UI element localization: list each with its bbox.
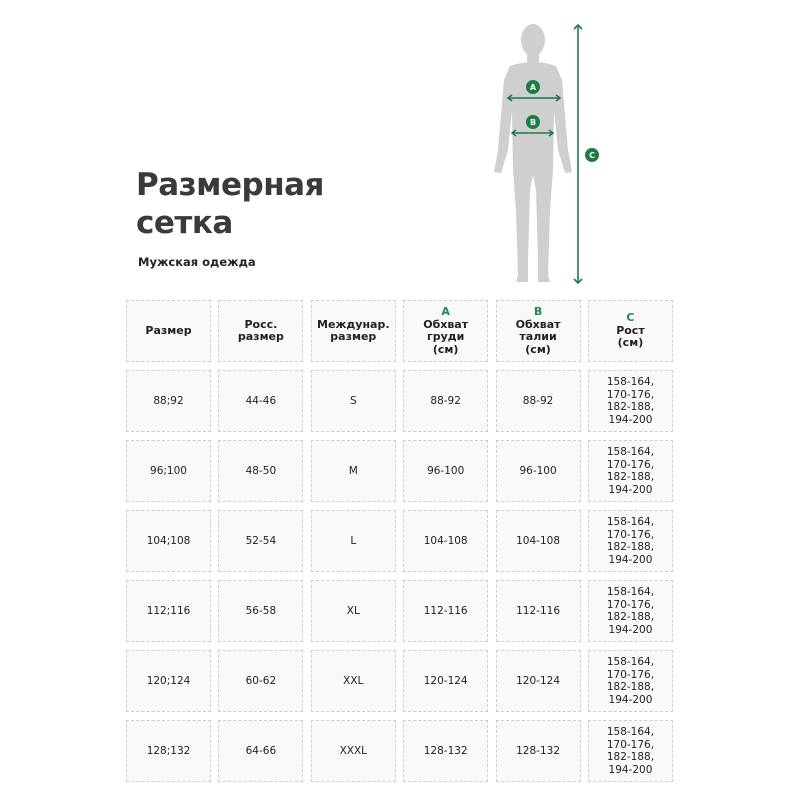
- cell-line: 194-200: [608, 553, 653, 566]
- cell-line: 120;124: [146, 674, 191, 687]
- table-cell: [496, 720, 581, 782]
- cell-line: 128-132: [516, 744, 560, 757]
- cell-line: 158-164,: [606, 726, 655, 738]
- svg-text:C: C: [589, 151, 595, 160]
- header-line: талии: [519, 330, 557, 343]
- cell-line: 104;108: [146, 534, 191, 547]
- table-cell: [218, 720, 303, 782]
- cell-line: 96;100: [150, 464, 187, 477]
- header-line: Обхват: [515, 317, 561, 331]
- table-cell: [403, 720, 488, 782]
- column-letter: B: [533, 305, 543, 318]
- cell-line: S: [349, 394, 357, 407]
- cell-line: 112-116: [423, 604, 468, 617]
- table-cell: [496, 370, 581, 432]
- cell-line: 120-124: [423, 674, 468, 687]
- cell-line: 158-164,: [606, 656, 655, 668]
- size-table: [126, 300, 673, 782]
- cell-line: 44-46: [245, 394, 277, 407]
- table-cell: [218, 510, 303, 572]
- column-letter: C: [626, 311, 635, 325]
- table-header-cell: [403, 300, 488, 362]
- cell-line: 170-176,: [606, 528, 655, 541]
- header-line: Междунар.: [317, 317, 390, 331]
- svg-text:B: B: [529, 118, 537, 127]
- cell-line: 170-176,: [606, 668, 655, 681]
- header-line: размер: [330, 330, 377, 343]
- cell-line: 182-188,: [606, 611, 655, 623]
- cell-line: 104-108: [516, 534, 560, 547]
- cell-line: 170-176,: [606, 598, 655, 611]
- table-cell: [126, 510, 211, 572]
- header-line: Рост: [616, 323, 645, 337]
- table-header-cell: [311, 300, 396, 362]
- cell-line: XXL: [343, 674, 364, 687]
- table-header-cell: [218, 300, 303, 362]
- table-cell: [311, 370, 396, 432]
- cell-line: 112-116: [516, 604, 560, 617]
- table-cell: [218, 580, 303, 642]
- header-line: груди: [426, 330, 465, 343]
- table-header-cell: [588, 300, 673, 362]
- cell-line: 64-66: [245, 744, 277, 757]
- table-cell: [126, 370, 211, 432]
- table-cell: [496, 440, 581, 502]
- cell-line: 170-176,: [606, 738, 655, 751]
- title-line-1: Размерная: [136, 167, 324, 203]
- table-cell: [311, 510, 396, 572]
- cell-line: L: [350, 534, 357, 547]
- cell-line: 182-188,: [606, 401, 655, 413]
- table-cell: [403, 580, 488, 642]
- cell-line: 88-92: [430, 394, 461, 407]
- table-cell: [403, 650, 488, 712]
- cell-line: 96-100: [427, 464, 465, 477]
- table-cell: [311, 720, 396, 782]
- cell-line: 194-200: [608, 693, 653, 706]
- cell-line: XL: [346, 604, 360, 617]
- header-line: Размер: [145, 323, 192, 337]
- cell-line: 128;132: [146, 744, 191, 757]
- table-cell: [403, 440, 488, 502]
- header-line: Росс.: [244, 317, 278, 331]
- cell-line: 182-188,: [606, 471, 655, 483]
- cell-line: 120-124: [516, 674, 560, 687]
- cell-line: 112;116: [146, 604, 191, 617]
- table-cell: [218, 370, 303, 432]
- cell-line: 194-200: [608, 623, 653, 636]
- cell-line: 52-54: [245, 534, 277, 547]
- column-letter: A: [441, 305, 450, 318]
- table-cell: [218, 650, 303, 712]
- cell-line: 60-62: [245, 674, 277, 687]
- title-line-2: сетка: [136, 205, 233, 241]
- cell-line: 96-100: [519, 464, 557, 477]
- table-cell: [403, 510, 488, 572]
- header-line: размер: [237, 330, 284, 343]
- cell-line: 104-108: [423, 534, 468, 547]
- table-cell: [126, 720, 211, 782]
- cell-line: 194-200: [608, 483, 653, 496]
- cell-line: 194-200: [608, 413, 653, 426]
- table-header-cell: [496, 300, 581, 362]
- body-measurement-figure: [480, 0, 620, 290]
- header-line: Обхват: [423, 317, 469, 331]
- table-cell: [403, 370, 488, 432]
- table-cell: [126, 580, 211, 642]
- cell-line: 170-176,: [606, 458, 655, 471]
- cell-line: 182-188,: [606, 681, 655, 693]
- table-cell: [311, 440, 396, 502]
- cell-line: 158-164,: [606, 516, 655, 528]
- table-cell: [496, 580, 581, 642]
- subtitle: Мужская одежда: [138, 255, 256, 269]
- table-cell: [588, 440, 673, 502]
- cell-line: 182-188,: [606, 751, 655, 763]
- table-cell: [588, 580, 673, 642]
- table-cell: [588, 510, 673, 572]
- cell-line: 88-92: [522, 394, 554, 407]
- table-cell: [126, 440, 211, 502]
- cell-line: 182-188,: [606, 541, 655, 553]
- cell-line: 194-200: [608, 763, 653, 776]
- cell-line: 158-164,: [606, 446, 655, 458]
- human-silhouette-icon: [494, 24, 572, 282]
- cell-line: 128-132: [423, 744, 468, 757]
- table-cell: [588, 370, 673, 432]
- table-cell: [496, 510, 581, 572]
- cell-line: 158-164,: [606, 376, 655, 388]
- header-line: (см): [525, 342, 551, 356]
- table-header-cell: [126, 300, 211, 362]
- cell-line: 170-176,: [606, 388, 655, 401]
- cell-line: XXXL: [339, 744, 367, 757]
- svg-text:A: A: [529, 83, 537, 92]
- cell-line: 158-164,: [606, 586, 655, 598]
- table-cell: [588, 650, 673, 712]
- table-cell: [126, 650, 211, 712]
- table-cell: [311, 650, 396, 712]
- table-cell: [496, 650, 581, 712]
- page-title: [136, 166, 324, 242]
- cell-line: M: [348, 464, 358, 477]
- table-cell: [311, 580, 396, 642]
- cell-line: 88;92: [153, 394, 184, 407]
- cell-line: 48-50: [245, 464, 277, 477]
- header-line: (см): [617, 336, 644, 350]
- header-line: (см): [432, 342, 459, 356]
- table-cell: [218, 440, 303, 502]
- table-cell: [588, 720, 673, 782]
- cell-line: 56-58: [245, 604, 277, 617]
